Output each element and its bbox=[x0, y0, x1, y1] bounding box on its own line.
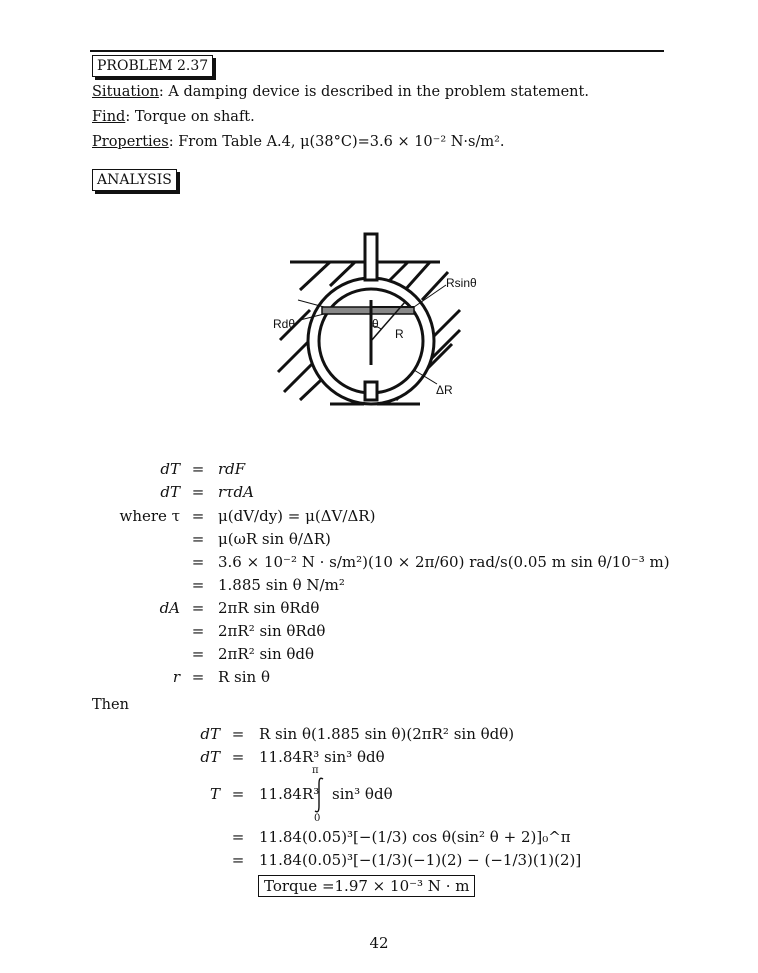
eq4-rhs: μ(ωR sin θ/ΔR) bbox=[218, 530, 331, 548]
situation-label: Situation bbox=[92, 84, 159, 100]
eq12-lhs: dT bbox=[200, 748, 220, 766]
damper-diagram bbox=[262, 228, 502, 413]
properties-line bbox=[92, 134, 505, 150]
top-fin bbox=[365, 234, 377, 280]
theta-label: θ bbox=[372, 317, 379, 331]
eq6-rel: = bbox=[191, 576, 205, 594]
eq13-lhs: T bbox=[209, 785, 220, 803]
integral-lower-limit: 0 bbox=[314, 813, 321, 824]
eq2-rhs: rτdA bbox=[218, 483, 254, 501]
eq3-rhs: μ(dV/dy) = μ(ΔV/ΔR) bbox=[218, 507, 376, 525]
eq13-rhs-pre: 11.84R³ bbox=[259, 785, 320, 803]
eq9-rhs: 2πR² sin θdθ bbox=[218, 645, 315, 663]
eq12-rhs: 11.84R³ sin³ θdθ bbox=[259, 748, 385, 766]
find-line bbox=[92, 109, 255, 125]
situation-text: : A damping device is described in the problem statement. bbox=[158, 84, 589, 100]
situation-line bbox=[92, 84, 589, 100]
find-label: Find bbox=[92, 109, 126, 125]
eq10-rhs: R sin θ bbox=[218, 668, 271, 686]
eq3-rel: = bbox=[191, 507, 205, 525]
problem-label: PROBLEM 2.37 bbox=[97, 58, 209, 74]
eq9-rel: = bbox=[191, 645, 205, 663]
bottom-fin bbox=[365, 382, 377, 400]
eq10-rel: = bbox=[191, 668, 205, 686]
eq11-rel: = bbox=[231, 725, 245, 743]
eq15-rhs: 11.84(0.05)³[−(1/3)(−1)(2) − (−1/3)(1)(2)] bbox=[259, 851, 582, 869]
eq8-rhs: 2πR² sin θRdθ bbox=[218, 622, 326, 640]
integral-sign bbox=[312, 776, 326, 814]
analysis-label-box bbox=[92, 169, 177, 191]
then-label: Then bbox=[92, 697, 129, 713]
eq14-rhs: 11.84(0.05)³[−(1/3) cos θ(sin² θ + 2)]₀^π bbox=[259, 828, 571, 846]
rsin-leader bbox=[414, 285, 446, 307]
properties-text: : From Table A.4, μ(38°C)=3.6 × 10⁻² N·s/m². bbox=[168, 134, 505, 150]
eq3-lhs: where τ bbox=[119, 507, 180, 525]
find-text: : Torque on shaft. bbox=[125, 109, 255, 125]
eq10-lhs: r bbox=[172, 668, 180, 686]
eq6-rhs: 1.885 sin θ N/m² bbox=[218, 576, 345, 594]
eq7-lhs: dA bbox=[159, 599, 180, 617]
eq14-rel: = bbox=[231, 828, 245, 846]
answer-box: Torque =1.97 × 10⁻³ N · m bbox=[258, 875, 475, 897]
rsin-label: Rsinθ bbox=[446, 276, 477, 290]
eq1-rhs: rdF bbox=[218, 460, 246, 478]
rdtheta-label: Rdθ bbox=[273, 317, 296, 331]
eq11-rhs: R sin θ(1.885 sin θ)(2πR² sin θdθ) bbox=[259, 725, 515, 743]
eq7-rel: = bbox=[191, 599, 205, 617]
eq7-rhs: 2πR sin θRdθ bbox=[218, 599, 320, 617]
eq13-rhs-post: sin³ θdθ bbox=[332, 785, 393, 803]
problem-label-box bbox=[92, 55, 213, 77]
eq4-rel: = bbox=[191, 530, 205, 548]
properties-label: Properties bbox=[92, 134, 169, 150]
eq2-rel: = bbox=[191, 483, 205, 501]
eq12-rel: = bbox=[231, 748, 245, 766]
delta-r-label: ΔR bbox=[436, 383, 453, 397]
page-number: 42 bbox=[369, 934, 389, 952]
eq5-rhs: 3.6 × 10⁻² N · s/m²)(10 × 2π/60) rad/s(0.05 m sin θ/10⁻³ m) bbox=[218, 553, 670, 571]
top-rule bbox=[90, 50, 664, 52]
eq1-rel: = bbox=[191, 460, 205, 478]
eq1-lhs: dT bbox=[160, 460, 180, 478]
eq8-rel: = bbox=[191, 622, 205, 640]
eq5-rel: = bbox=[191, 553, 205, 571]
analysis-label: ANALYSIS bbox=[97, 172, 172, 188]
eq11-lhs: dT bbox=[200, 725, 220, 743]
integral-upper-limit: π bbox=[312, 765, 319, 776]
eq2-lhs: dT bbox=[160, 483, 180, 501]
radius-label: R bbox=[395, 327, 404, 341]
eq15-rel: = bbox=[231, 851, 245, 869]
eq13-rel: = bbox=[231, 785, 245, 803]
